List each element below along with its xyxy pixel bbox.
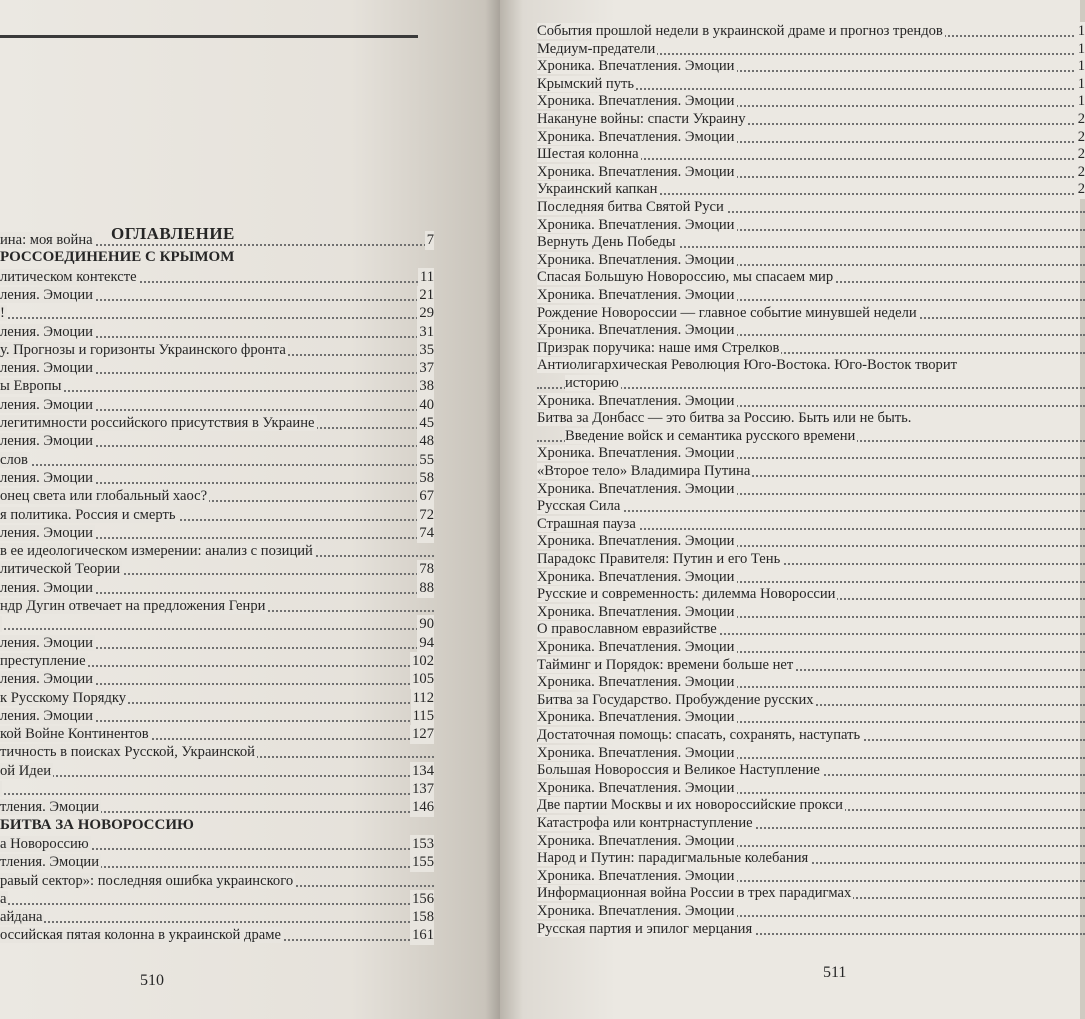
toc-entry-title: События прошлой недели в украинской драме и прогноз трендов (537, 23, 943, 39)
toc-entry-page: 2 (1077, 146, 1085, 163)
toc-entry (537, 92, 1085, 111)
toc-entry (0, 762, 434, 781)
toc-entry (537, 550, 1085, 569)
toc-entry (537, 532, 1085, 551)
toc-entry-page: 45 (419, 415, 434, 431)
toc-entry (537, 673, 1085, 692)
toc-entry-title: «Второе тело» Владимира Путина (537, 463, 751, 479)
toc-entry-page: 40 (419, 396, 434, 413)
toc-entry-title: Антиолигархическая Революция Юго-Востока. Юго-Восток творит (537, 357, 958, 374)
toc-entry-title: Большая Новороссия и Великое Наступление (537, 762, 820, 779)
toc-entry-title: тления. Эмоции (0, 854, 99, 871)
toc-entry-title: ина: моя война (0, 232, 93, 248)
toc-entry-title: Хроника. Впечатления. Эмоции (537, 128, 735, 145)
toc-entry-title: Достаточная помощь: спасать, сохранять, наступать (537, 727, 861, 743)
toc-entry (0, 524, 434, 543)
toc-entry-title: Битва за Государство. Пробуждение русских (537, 691, 814, 708)
toc-entry-title: ления. Эмоции (0, 634, 93, 651)
toc-entry (537, 884, 1085, 903)
toc-entry-page: 35 (419, 341, 434, 358)
toc-entry (537, 796, 1085, 815)
toc-entry-page: 37 (419, 360, 434, 377)
toc-entry (537, 268, 1085, 287)
dot-leader (0, 793, 434, 795)
toc-entry-title: ы Европы (0, 378, 62, 395)
toc-entry (0, 853, 434, 872)
toc-entry-title: Хроника. Впечатления. Эмоции (537, 744, 735, 761)
toc-entry (0, 359, 434, 378)
toc-entry-title: равый сектор»: последняя ошибка украинского (0, 872, 294, 889)
toc-entry-page: 1 (1077, 75, 1085, 92)
toc-entry (0, 542, 434, 561)
toc-entry (0, 926, 434, 945)
toc-entry (537, 339, 1085, 358)
toc-entry-title: Хроника. Впечатления. Эмоции (537, 639, 735, 655)
toc-entry (0, 798, 434, 817)
toc-entry (537, 392, 1085, 411)
toc-section-heading: БИТВА ЗА НОВОРОССИЮ (0, 816, 194, 833)
toc-entry-title: Хроника. Впечатления. Эмоции (537, 163, 735, 180)
toc-entry-title: Шестая колонна (537, 146, 639, 163)
toc-entry-title: ндр Дугин отвечает на предложения Генри (0, 598, 266, 614)
toc-entry-title: Хроника. Впечатления. Эмоции (537, 287, 735, 303)
toc-entry-page: 153 (412, 835, 434, 852)
toc-entry-title: онец света или глобальный хаос? (0, 488, 208, 505)
toc-entry (537, 128, 1085, 147)
toc-entry-title: тичность в поисках Русской, Украинской (0, 744, 255, 761)
right-page (500, 0, 1085, 1019)
toc-entry (537, 216, 1085, 235)
toc-entry-title: Хроника. Впечатления. Эмоции (537, 533, 735, 550)
toc-entry (0, 670, 434, 689)
toc-entry-title: ления. Эмоции (0, 323, 93, 340)
toc-entry-title: в ее идеологическом измерении: анализ с позиций (0, 543, 313, 560)
toc-entry (0, 414, 434, 433)
toc-entry-title: литической Теории (0, 561, 121, 578)
toc-entry-title: Хроника. Впечатления. Эмоции (537, 709, 735, 726)
toc-entry-title: Две партии Москвы и их новороссийские прокси (537, 797, 843, 814)
toc-entry (0, 743, 434, 762)
dot-leader (0, 903, 434, 905)
toc-entry-page: 1 (1077, 58, 1085, 75)
toc-entry (537, 902, 1085, 921)
toc-entry-page: 1 (1077, 40, 1085, 57)
toc-entry-title: Хроника. Впечатления. Эмоции (537, 903, 735, 919)
toc-entry-title: Хроника. Впечатления. Эмоции (537, 251, 735, 268)
toc-entry (0, 597, 434, 616)
toc-entry-title: Битва за Донбасс — это битва за Россию. Быть или не быть. (537, 410, 912, 427)
toc-entry-title: а Новороссию (0, 835, 89, 852)
toc-entry-page: 88 (419, 579, 434, 596)
toc-entry-page: 2 (1077, 111, 1085, 127)
toc-entry (0, 286, 434, 305)
toc-entry-title: ления. Эмоции (0, 360, 93, 377)
toc-entry-title: Хроника. Впечатления. Эмоции (537, 322, 735, 339)
toc-entry-title: литическом контексте (0, 268, 137, 285)
toc-entry-title: Хроника. Впечатления. Эмоции (537, 779, 735, 796)
toc-entry-page: 11 (419, 268, 434, 285)
toc-entry-page: 137 (412, 781, 434, 797)
header-rule (0, 35, 418, 38)
toc-entry-title: Народ и Путин: парадигмальные колебания (537, 850, 809, 867)
toc-entry-title: оссийская пятая колонна в украинской драме (0, 927, 281, 944)
toc-entry-page: 74 (419, 524, 434, 541)
toc-entry-title: Крымский путь (537, 75, 635, 92)
toc-entry-title: Призрак поручика: наше имя Стрелков (537, 339, 780, 356)
toc-entry (537, 22, 1085, 41)
toc-entry-title: айдана (0, 909, 43, 926)
toc-entry (0, 432, 434, 451)
toc-entry (0, 304, 434, 323)
toc-entry (537, 110, 1085, 129)
toc-entry (537, 620, 1085, 639)
toc-entry (0, 323, 434, 342)
toc-entry-title: ления. Эмоции (0, 707, 93, 724)
toc-entry-page: 38 (419, 378, 434, 395)
toc-entry (537, 198, 1085, 217)
toc-entry (537, 75, 1085, 94)
toc-entry (0, 341, 434, 360)
toc-entry-title: Рождение Новороссии — главное событие минувшей недели (537, 304, 917, 321)
toc-entry-title: а (0, 890, 7, 907)
toc-entry (537, 691, 1085, 710)
toc-entry (0, 890, 434, 909)
toc-entry-title: Русская Сила (537, 498, 621, 515)
toc-entry (0, 780, 434, 799)
toc-entry (537, 515, 1085, 534)
toc-entry-title: ой Идеи (0, 762, 52, 779)
toc-entry (0, 377, 434, 396)
toc-entry-page: 105 (412, 671, 434, 688)
toc-entry (0, 506, 434, 525)
toc-entry-page: 1 (1077, 93, 1085, 110)
toc-heading: ОГЛАВЛЕНИЕ (111, 224, 235, 243)
toc-entry (0, 231, 434, 250)
toc-entry (0, 579, 434, 598)
toc-entry-title: Страшная пауза (537, 515, 636, 532)
toc-entry-title: Хроника. Впечатления. Эмоции (537, 603, 735, 620)
toc-entry-title: ления. Эмоции (0, 433, 93, 450)
toc-entry-page: 112 (412, 689, 434, 706)
toc-entry (0, 725, 434, 744)
toc-entry (537, 304, 1085, 323)
toc-entry (537, 374, 1085, 393)
dot-leader (0, 317, 434, 319)
toc-entry (537, 57, 1085, 76)
toc-entry (537, 779, 1085, 798)
toc-entry-title: Парадокс Правителя: Путин и его Тень (537, 551, 781, 567)
toc-entry (537, 427, 1085, 446)
toc-entry-title: Хроника. Впечатления. Эмоции (537, 216, 735, 233)
toc-entry-title: Хроника. Впечатления. Эмоции (537, 674, 735, 691)
toc-entry-page: 94 (419, 634, 434, 651)
toc-entry-page: 21 (419, 286, 434, 303)
toc-entry-page: 134 (412, 762, 434, 779)
toc-entry (537, 163, 1085, 182)
toc-entry-title: Хроника. Впечатления. Эмоции (537, 867, 735, 884)
toc-entry (537, 568, 1085, 587)
toc-entry-page: 102 (412, 652, 434, 669)
toc-entry-title: я политика. Россия и смерть (0, 506, 176, 523)
toc-entry (0, 835, 434, 854)
toc-entry (0, 451, 434, 470)
dot-leader (0, 390, 434, 392)
toc-entry-page: 29 (419, 305, 434, 322)
toc-entry (537, 920, 1085, 939)
toc-entry (537, 814, 1085, 833)
toc-entry-page: 1 (1077, 23, 1085, 39)
dot-leader (0, 921, 434, 923)
toc-entry (0, 689, 434, 708)
toc-entry (0, 615, 434, 634)
toc-entry-page: 2 (1077, 163, 1085, 180)
toc-entry-title: Информационная война России в трех парадигмах (537, 885, 852, 902)
toc-entry-page: 146 (412, 799, 434, 816)
toc-entry-title: Хроника. Впечатления. Эмоции (537, 832, 735, 849)
toc-entry-title: ления. Эмоции (0, 286, 93, 303)
toc-entry (537, 286, 1085, 305)
dot-leader (0, 775, 434, 777)
toc-entry (537, 145, 1085, 164)
toc-entry-title: Введение войск и семантика русского времени (565, 427, 856, 444)
toc-entry-title: Вернуть День Победы (537, 234, 676, 251)
toc-entry-page: 55 (419, 451, 434, 468)
toc-entry-title: О православном евразийстве (537, 621, 717, 638)
toc-entry-page: 67 (419, 488, 434, 505)
toc-entry-page: 2 (1077, 181, 1085, 198)
toc-entry-page: 155 (412, 854, 434, 871)
toc-entry (537, 867, 1085, 886)
dot-leader (0, 464, 434, 466)
toc-entry (537, 409, 1085, 428)
toc-entry-title (0, 781, 2, 797)
toc-entry (0, 707, 434, 726)
toc-entry-title: Хроника. Впечатления. Эмоции (537, 58, 735, 75)
toc-entry-title: Медиум-предатели (537, 40, 656, 57)
toc-entry (537, 708, 1085, 727)
toc-entry-title: Катастрофа или контрнаступление (537, 815, 753, 831)
left-page (0, 0, 500, 1019)
toc-entry-page: 58 (419, 469, 434, 486)
toc-entry (0, 872, 434, 891)
toc-entry-title: Накануне войны: спасти Украину (537, 111, 746, 127)
toc-entry (537, 480, 1085, 499)
toc-entry-title: ления. Эмоции (0, 671, 93, 688)
toc-entry (537, 251, 1085, 270)
toc-entry-title: тления. Эмоции (0, 799, 99, 816)
toc-entry-page: 90 (419, 616, 434, 633)
toc-entry-page: 127 (412, 726, 434, 743)
toc-entry-title: Хроника. Впечатления. Эмоции (537, 568, 735, 585)
toc-entry-title: Русская партия и эпилог мерцания (537, 920, 753, 937)
toc-entry (537, 497, 1085, 516)
toc-entry-title: Русские и современность: дилемма Новороссии (537, 586, 836, 603)
toc-entry-title: ! (0, 305, 5, 322)
toc-entry-page: 158 (412, 909, 434, 926)
page-number-right: 511 (823, 964, 847, 981)
toc-entry (537, 603, 1085, 622)
toc-entry-title (0, 616, 2, 632)
toc-entry-title: Последняя битва Святой Руси (537, 199, 724, 215)
toc-entry-page: 78 (419, 561, 434, 578)
toc-entry (0, 652, 434, 671)
toc-entry-title: Украинский капкан (537, 181, 658, 198)
toc-entry-title: Хроника. Впечатления. Эмоции (537, 93, 735, 110)
toc-entry-title: к Русскому Порядку (0, 689, 127, 706)
toc-entry (0, 487, 434, 506)
toc-entry (537, 356, 1085, 375)
toc-entry (537, 462, 1085, 481)
toc-entry-page: 48 (419, 433, 434, 450)
toc-entry (537, 40, 1085, 59)
toc-entry-title: кой Войне Континентов (0, 726, 149, 743)
toc-entry-title: преступление (0, 652, 86, 669)
toc-entry (537, 744, 1085, 763)
toc-entry (0, 469, 434, 488)
toc-entry-title: историю (565, 375, 619, 391)
toc-entry (537, 656, 1085, 675)
toc-entry (0, 634, 434, 653)
toc-entry (537, 832, 1085, 851)
toc-entry-page: 7 (426, 232, 434, 248)
toc-entry-page: 156 (412, 890, 434, 907)
toc-entry-page: 161 (412, 927, 434, 944)
toc-entry (537, 180, 1085, 199)
toc-entry (0, 268, 434, 287)
toc-entry (537, 233, 1085, 252)
toc-entry-page: 2 (1077, 128, 1085, 145)
toc-entry-title: слов (0, 451, 28, 468)
toc-entry-title: у. Прогнозы и горизонты Украинского фронта (0, 341, 286, 358)
toc-entry (537, 849, 1085, 868)
toc-entry-title: Хроника. Впечатления. Эмоции (537, 445, 735, 462)
toc-entry-page: 31 (419, 323, 434, 340)
toc-entry-title: Тайминг и Порядок: времени больше нет (537, 656, 794, 673)
toc-entry (0, 560, 434, 579)
toc-entry (537, 321, 1085, 340)
toc-entry (537, 444, 1085, 463)
toc-section-heading: РОССОЕДИНЕНИЕ С КРЫМОМ (0, 249, 235, 266)
dot-leader (0, 628, 434, 630)
toc-entry-page: 115 (412, 707, 434, 724)
toc-entry-title: ления. Эмоции (0, 396, 93, 413)
toc-entry (537, 638, 1085, 657)
toc-entry-title: Спасая Большую Новороссию, мы спасаем мир (537, 269, 834, 286)
toc-entry-title: ления. Эмоции (0, 469, 93, 486)
toc-entry-title: легитимности российского присутствия в Украине (0, 415, 315, 431)
toc-entry (0, 396, 434, 415)
toc-entry (537, 726, 1085, 745)
page-number-left: 510 (140, 972, 164, 989)
toc-entry (537, 585, 1085, 604)
toc-entry (0, 908, 434, 927)
toc-entry-title: Хроника. Впечатления. Эмоции (537, 480, 735, 497)
toc-entry-title: Хроника. Впечатления. Эмоции (537, 392, 735, 409)
toc-entry-title: ления. Эмоции (0, 524, 93, 541)
toc-entry-page: 72 (419, 506, 434, 523)
toc-entry-title: ления. Эмоции (0, 579, 93, 596)
toc-entry (537, 761, 1085, 780)
